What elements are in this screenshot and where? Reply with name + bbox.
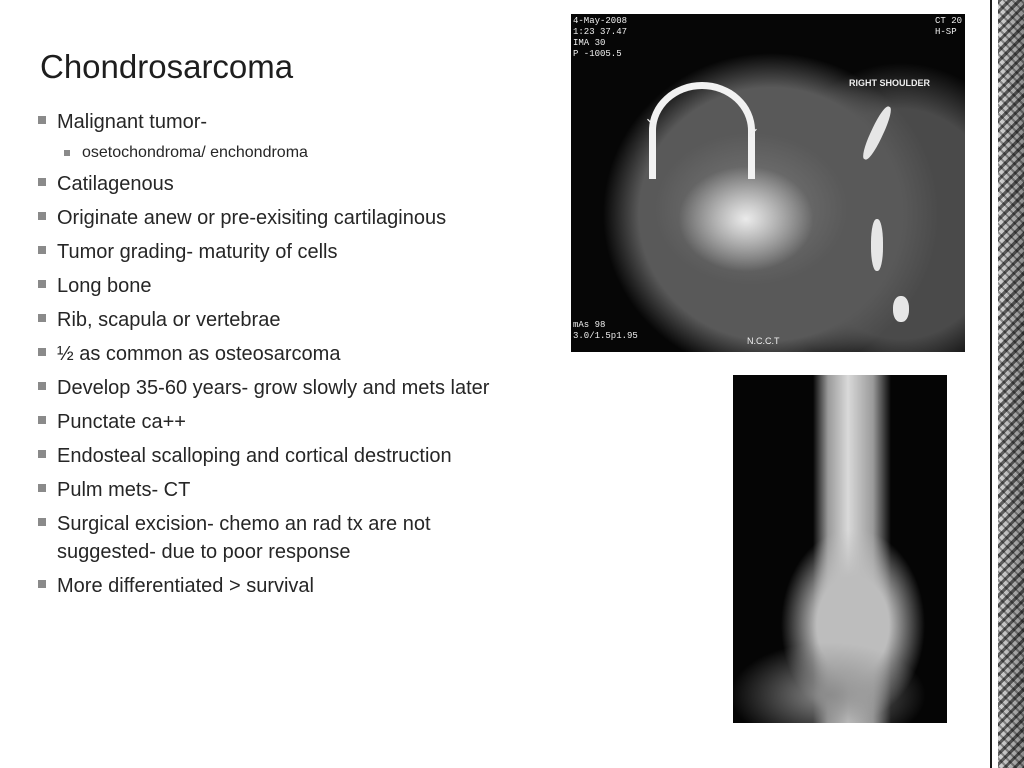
bullet-text: Originate anew or pre-exisiting cartilaginous: [57, 207, 447, 229]
bullet-text: Catilagenous: [57, 173, 174, 195]
ct-bottom-left-text: mAs 98 3.0/1.5p1.95: [573, 320, 638, 341]
ct-rib-shape: [871, 219, 883, 271]
bullet-text: Tumor grading- maturity of cells: [57, 241, 338, 263]
bullet-item: [36, 108, 526, 164]
ct-bottom-center-text: N.C.C.T: [747, 336, 780, 346]
bullet-item: [36, 340, 526, 368]
bullet-item: [36, 238, 526, 266]
sub-bullet-item: osetochondroma/ enchondroma: [57, 142, 526, 164]
sub-bullet-list: [57, 142, 526, 164]
bullet-text: Surgical excision- chemo an rad tx are not suggested- due to poor response: [57, 513, 431, 563]
bullet-text: Long bone: [57, 275, 152, 297]
ct-rib-shape: [859, 104, 894, 162]
ct-scan-image: [571, 14, 965, 352]
bullet-item: [36, 204, 526, 232]
bullet-item: [36, 510, 526, 566]
bullet-item: [36, 170, 526, 198]
bullet-item: [36, 306, 526, 334]
bullet-text: More differentiated > survival: [57, 575, 314, 597]
bullet-text: ½ as common as osteosarcoma: [57, 343, 341, 365]
bullet-text: Malignant tumor-: [57, 111, 208, 133]
bullet-item: [36, 374, 526, 402]
ct-arrow-icon: ↘: [645, 114, 657, 130]
bullet-text: Develop 35-60 years- grow slowly and mets later: [57, 377, 490, 399]
bullet-text: Rib, scapula or vertebrae: [57, 309, 281, 331]
ct-top-left-text: 4-May-2008 1:23 37.47 IMA 30 P -1005.5: [573, 16, 628, 59]
bullet-item: [36, 408, 526, 436]
edge-divider: [990, 0, 992, 768]
bullet-item: [36, 476, 526, 504]
ct-region-label: RIGHT SHOULDER: [849, 78, 930, 88]
ct-top-right-text: CT 20 H-SP: [935, 16, 963, 37]
bullet-list: [36, 108, 526, 606]
slide-title: Chondrosarcoma: [40, 48, 294, 85]
bullet-text: Punctate ca++: [57, 411, 186, 433]
xray-knee-image: [733, 375, 947, 723]
bullet-text: Endosteal scalloping and cortical destruction: [57, 445, 452, 467]
bullet-text: Pulm mets- CT: [57, 479, 191, 501]
bullet-item: [36, 272, 526, 300]
bullet-item: [36, 572, 526, 600]
edge-decoration: [998, 0, 1024, 768]
ct-rib-shape: [893, 296, 909, 322]
ct-bone-arc: [649, 82, 755, 179]
bullet-item: [36, 442, 526, 470]
ct-arrow-icon: ↙: [747, 124, 759, 140]
